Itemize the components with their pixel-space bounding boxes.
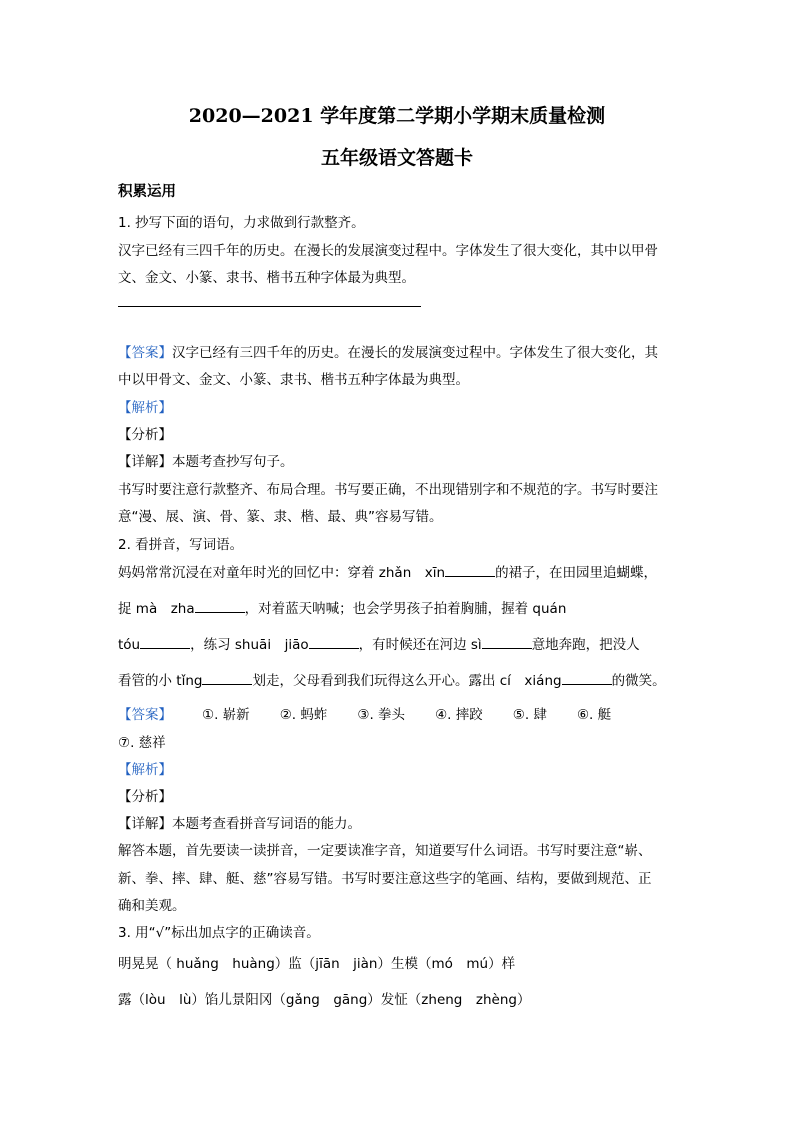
answer-blank[interactable] xyxy=(202,670,252,685)
q1-text-line2: 文、金文、小篆、隶书、楷书五种字体最为典型。 xyxy=(118,270,415,286)
q2-note-line3: 确和美观。 xyxy=(118,898,186,914)
q3-prompt: 3. 用“√”标出加点字的正确读音。 xyxy=(118,925,320,941)
q2-text: 妈妈常常沉浸在对童年时光的回忆中：穿着 zhǎn xīn xyxy=(118,565,446,581)
q2-text: 看管的小 tǐng xyxy=(118,673,203,689)
answer-option: ⑥. 艇 xyxy=(576,707,612,723)
detail-tag: 【详解】 xyxy=(118,816,172,832)
q2-analysis-tag: 【解析】 xyxy=(118,762,172,778)
answer-option: ③. 拳头 xyxy=(357,707,406,723)
answer-blank[interactable] xyxy=(195,598,245,613)
q1-note-line1: 书写时要注意行款整齐、布局合理。书写要正确，不出现错别字和不规范的字。书写时要注 xyxy=(118,482,658,498)
exam-title: 2020—2021 学年度第二学期小学期末质量检测 xyxy=(188,105,606,127)
q2-line2 xyxy=(118,597,566,617)
answer-option: ①. 崭新 xyxy=(202,707,250,723)
answer-option: ⑤. 肆 xyxy=(512,707,547,723)
q2-text: ，有时候还在河边 sì xyxy=(358,637,482,653)
q2-text: 的微笑。 xyxy=(611,673,666,689)
section-heading: 积累运用 xyxy=(118,184,176,200)
q2-line4 xyxy=(118,669,666,689)
answer-tag: 【答案】 xyxy=(118,707,172,723)
q1-detail-text: 本题考查抄写句子。 xyxy=(172,454,294,470)
q2-note-line1: 解答本题，首先要读一读拼音，一定要读准字音，知道要写什么词语。书写时要注意“崭、 xyxy=(118,843,652,859)
detail-tag: 【详解】 xyxy=(118,454,172,470)
q2-answer-line xyxy=(118,703,611,723)
q2-text: 意地奔跑，把没人 xyxy=(531,637,640,653)
answer-blank[interactable] xyxy=(445,562,495,577)
q2-line1 xyxy=(118,561,657,581)
q1-answer-line1 xyxy=(118,341,658,361)
q2-detail-text: 本题考查看拼音写词语的能力。 xyxy=(172,816,361,832)
q1-fenxi-tag: 【分析】 xyxy=(118,427,172,443)
q2-text: 的裙子，在田园里追蝴蝶， xyxy=(495,565,658,581)
answer-blank[interactable] xyxy=(482,634,532,649)
q3-line1: 明晃晃（ huǎng huàng）监（jīān jiàn）生模（mó mú）样 xyxy=(118,956,516,972)
q1-prompt: 1. 抄写下面的语句，力求做到行款整齐。 xyxy=(118,215,365,231)
q2-text: ，练习 shuāi jiāo xyxy=(190,637,309,653)
q1-text-line1: 汉字已经有三四千年的历史。在漫长的发展演变过程中。字体发生了很大变化，其中以甲骨 xyxy=(118,243,658,259)
q2-line3 xyxy=(118,633,640,653)
q1-answer-text1: 汉字已经有三四千年的历史。在漫长的发展演变过程中。字体发生了很大变化，其 xyxy=(172,345,658,361)
q2-text: tóu xyxy=(118,637,141,653)
q2-detail-line xyxy=(118,812,361,832)
q1-note-line2: 意“漫、展、演、骨、篆、隶、楷、最、典”容易写错。 xyxy=(118,509,443,525)
answer-blank[interactable] xyxy=(562,670,612,685)
q1-writing-line xyxy=(118,306,421,307)
q2-prompt: 2. 看拼音，写词语。 xyxy=(118,537,244,553)
q2-text: ，对着蓝天呐喊；也会学男孩子拍着胸脯，握着 quán xyxy=(244,601,567,617)
answer-option: ④. 摔跤 xyxy=(435,707,483,723)
exam-subtitle: 五年级语文答题卡 xyxy=(320,147,473,169)
answer-tag: 【答案】 xyxy=(118,345,172,361)
q1-detail-line xyxy=(118,450,294,470)
q1-answer-line2: 中以甲骨文、金文、小篆、隶书、楷书五种字体最为典型。 xyxy=(118,372,469,388)
q2-answer-last: ⑦. 慈祥 xyxy=(118,735,166,751)
answer-blank[interactable] xyxy=(140,634,190,649)
q2-fenxi-tag: 【分析】 xyxy=(118,789,172,805)
q2-text: 划走，父母看到我们玩得这么开心。露出 cí xiáng xyxy=(252,673,562,689)
answer-blank[interactable] xyxy=(309,634,359,649)
q1-analysis-tag: 【解析】 xyxy=(118,400,172,416)
q2-text: 捉 mà zha xyxy=(118,601,195,617)
q2-note-line2: 新、拳、摔、肆、艇、慈”容易写错。书写时要注意这些字的笔画、结构，要做到规范、正 xyxy=(118,871,652,887)
answer-option: ②. 蚂蚱 xyxy=(279,707,328,723)
q3-line2: 露（lòu lù）馅儿景阳冈（gǎng gāng）发怔（zheng zhèng） xyxy=(118,992,531,1008)
